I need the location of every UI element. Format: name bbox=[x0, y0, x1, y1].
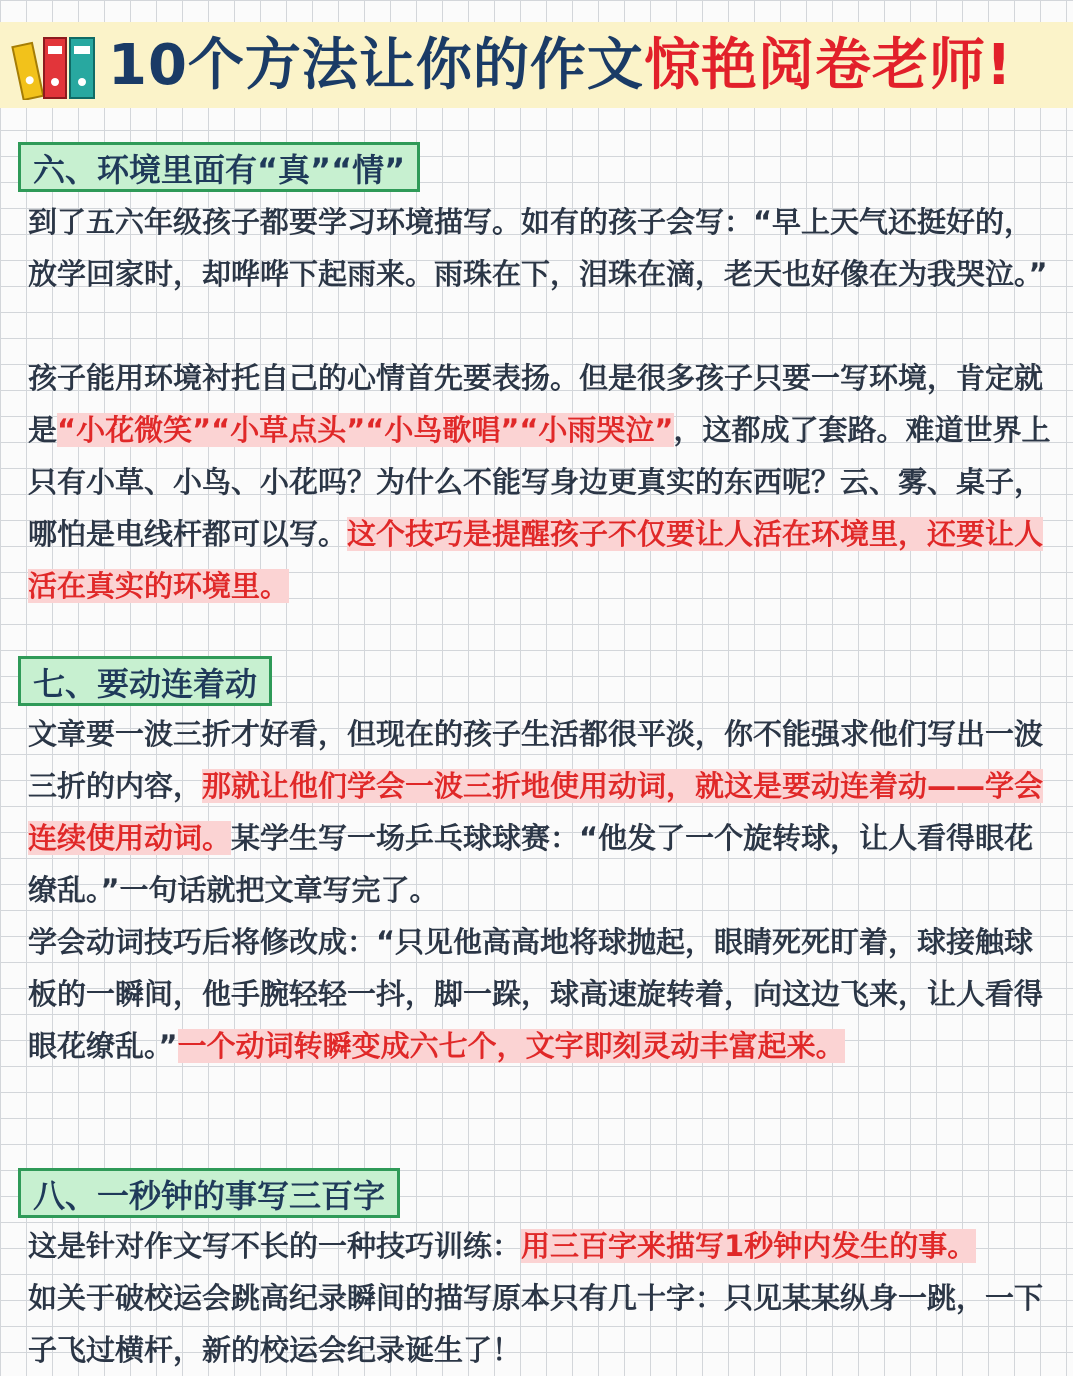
highlight-text: 这个技巧是提醒孩子不仅要让人活在环境里，还要让人活在真实的环境里。 bbox=[28, 517, 1044, 603]
section-heading: 八、一秒钟的事写三百字 bbox=[18, 1168, 400, 1218]
paragraph bbox=[28, 708, 1058, 916]
highlight-text: 用三百字来描写1秒钟内发生的事。 bbox=[521, 1229, 977, 1263]
binders-icon bbox=[8, 32, 102, 100]
title-part-1: 10个方法让你的作文 bbox=[108, 33, 644, 98]
section-heading: 六、环境里面有“真”“情” bbox=[18, 142, 420, 192]
paragraph bbox=[28, 196, 1058, 300]
paragraph-text: 如关于破校运会跳高纪录瞬间的描写原本只有几十字：只见某某纵身一跳，一下子飞过横杆，新的校运会纪录诞生了！ bbox=[28, 1281, 1044, 1367]
paragraph bbox=[28, 1272, 1058, 1376]
paragraph-text: 某学生写一场乒乓球球赛：“他发了一个旋转球，让人看得眼花缭乱。”一句话就把文章写完了。 bbox=[28, 821, 1034, 907]
section-heading: 七、要动连着动 bbox=[18, 656, 272, 706]
paragraph bbox=[28, 352, 1058, 612]
page-title bbox=[108, 30, 1012, 102]
highlight-quotes: “小花微笑”“小草点头”“小鸟歌唱”“小雨哭泣” bbox=[57, 413, 674, 447]
highlight-text: 那就让他们学会一波三折地使用动词，就这是要动连着动——学会连续使用动词。 bbox=[28, 769, 1044, 855]
paragraph bbox=[28, 916, 1058, 1072]
paragraph-text: 到了五六年级孩子都要学习环境描写。如有的孩子会写：“早上天气还挺好的，放学回家时，却哗哗下起雨来。雨珠在下，泪珠在滴，老天也好像在为我哭泣。” bbox=[28, 205, 1048, 291]
paragraph-text: 这是针对作文写不长的一种技巧训练： bbox=[28, 1229, 522, 1263]
paragraph-text: 文章要一波三折才好看，但现在的孩子生活都很平淡，你不能强求他们写出一波三折的内容， bbox=[28, 717, 1044, 803]
paragraph-text: ，这都成了套路。难道世界上只有小草、小鸟、小花吗？为什么不能写身边更真实的东西呢？云、雾、桌子，哪怕是电线杆都可以写。 bbox=[28, 413, 1051, 551]
paragraph-text: 孩子能用环境衬托自己的心情首先要表扬。但是很多孩子只要一写环境，肯定就是 bbox=[28, 361, 1044, 447]
paragraph bbox=[28, 1220, 1058, 1272]
title-part-2: 惊艳阅卷老师! bbox=[643, 33, 1013, 98]
paragraph-text: 学会动词技巧后将修改成：“只见他高高地将球抛起，眼睛死死盯着，球接触球板的一瞬间，他手腕轻轻一抖，脚一跺，球高速旋转着，向这边飞来，让人看得眼花缭乱。” bbox=[28, 925, 1044, 1063]
highlight-text: 一个动词转瞬变成六七个，文字即刻灵动丰富起来。 bbox=[177, 1029, 845, 1063]
